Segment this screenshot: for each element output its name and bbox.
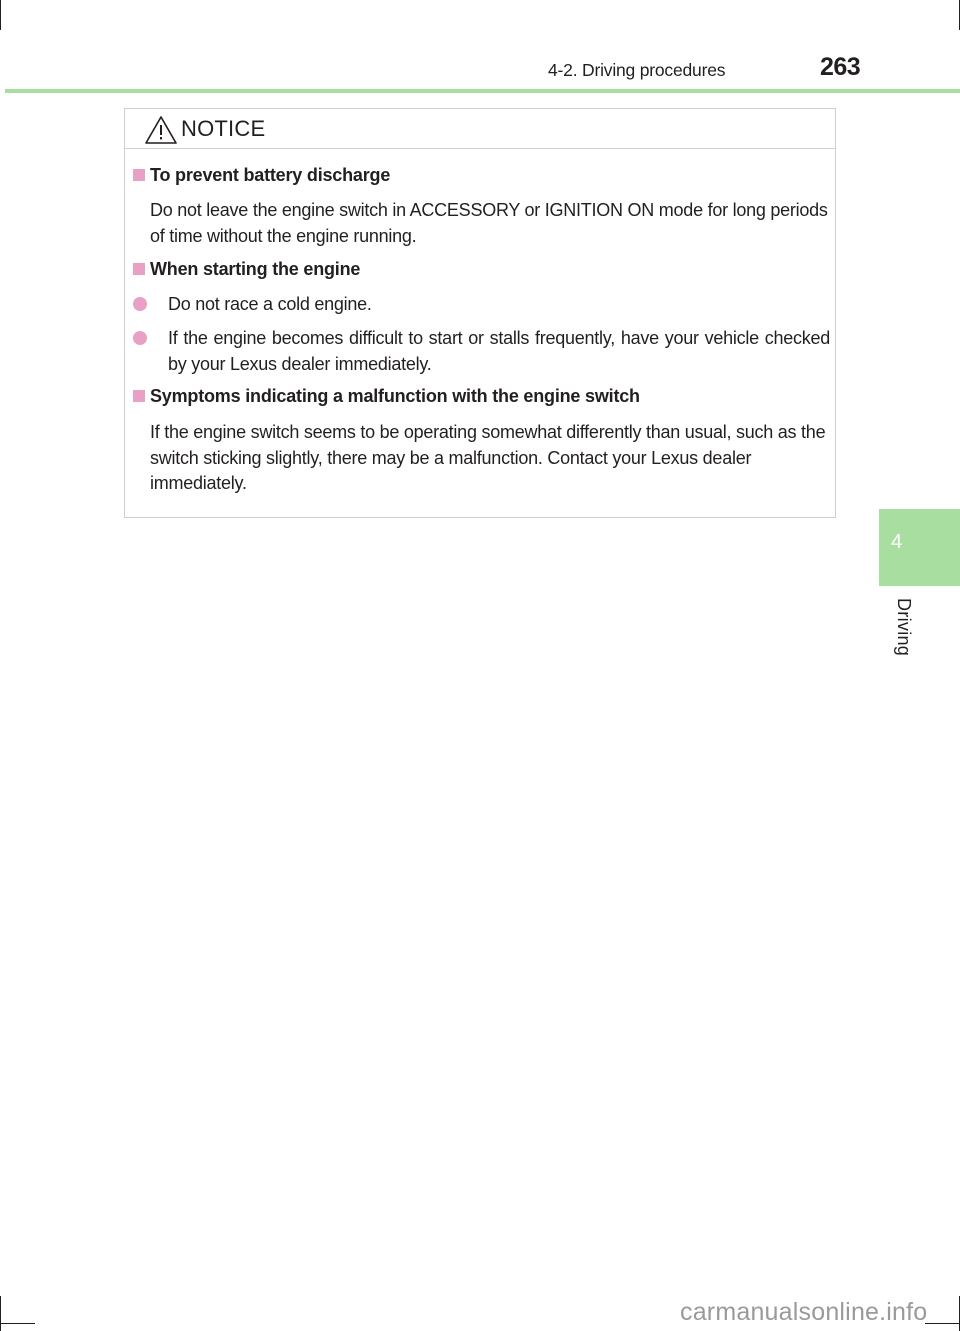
watermark: carmanualsonline.info — [680, 1298, 928, 1326]
chapter-number: 4 — [891, 531, 903, 553]
section-heading: Symptoms indicating a malfunction with the engine switch — [133, 386, 640, 407]
crop-mark — [0, 0, 1, 30]
crop-mark — [925, 1323, 960, 1324]
warning-triangle-icon — [144, 115, 178, 145]
notice-box — [124, 108, 836, 518]
header-rule — [5, 89, 960, 93]
section-heading: To prevent battery discharge — [133, 165, 390, 186]
square-bullet-icon — [133, 263, 145, 275]
list-item: Do not race a cold engine. — [133, 292, 830, 318]
list-item: If the engine becomes difficult to start or stalls frequently, have your vehicle checked by your Lexus dealer immediately. — [133, 326, 830, 377]
section-heading: When starting the engine — [133, 259, 360, 280]
chapter-label: Driving — [894, 598, 914, 657]
page-number: 263 — [820, 53, 861, 81]
section-text: Do not leave the engine switch in ACCESSORY or IGNITION ON mode for long periods of time without the engine running. — [150, 200, 828, 246]
header-section-title: 4-2. Driving procedures — [548, 60, 726, 80]
square-bullet-icon — [133, 169, 145, 181]
round-bullet-icon — [133, 331, 147, 345]
section-text: If the engine switch seems to be operating somewhat differently than usual, such as the switch sticking slightly, there may be a malfunction. Contact your Lexus dealer immediately. — [150, 422, 826, 493]
notice-title: NOTICE — [181, 116, 266, 141]
crop-mark — [0, 1323, 35, 1324]
square-bullet-icon — [133, 390, 145, 402]
crop-mark — [0, 1296, 1, 1331]
round-bullet-icon — [133, 297, 147, 311]
notice-header — [125, 109, 835, 149]
